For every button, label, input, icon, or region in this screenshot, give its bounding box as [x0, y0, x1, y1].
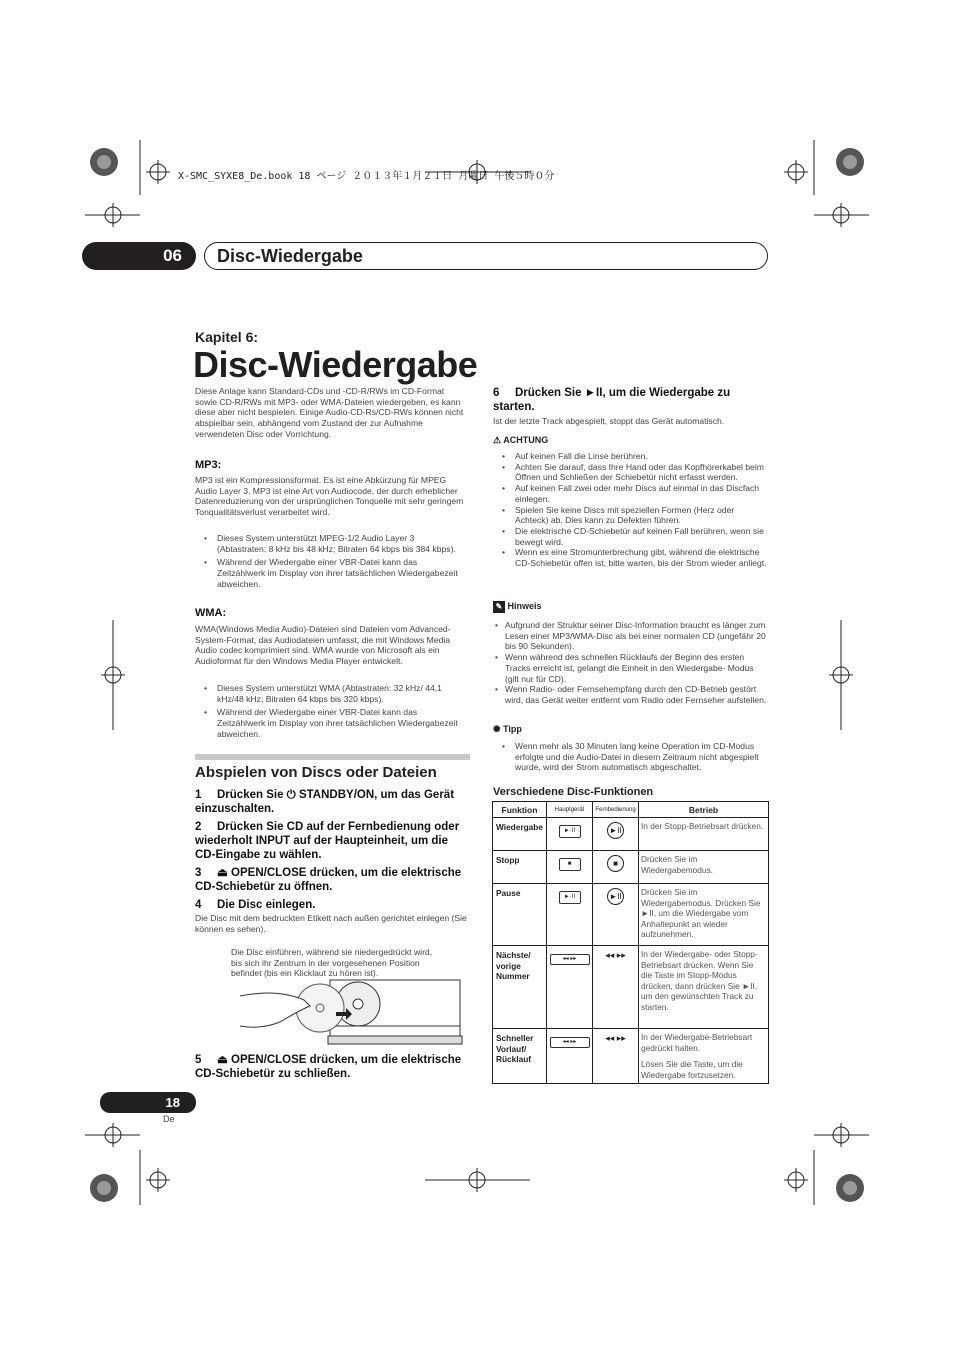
list-item: • Wenn es eine Stromunterbrechung gibt, während die elektrische CD-Schiebetür offen ist, bitte warten, bis der Strom wieder anliegt. [493, 547, 768, 568]
chapter-title: Disc-Wiedergabe [217, 246, 363, 266]
achtung-label: ACHTUNG [503, 435, 549, 445]
chapter-title-bar [204, 242, 768, 270]
chapter-number [82, 242, 196, 270]
wma-bullets [195, 683, 465, 740]
list-item: • Wenn während des schnellen Rücklaufs der Beginn des ersten Tracks erreicht ist, gelangt die Einheit in den Wiedergabe- Modus (gilt nur für CD). [495, 652, 767, 684]
disc-functions-table [492, 801, 769, 1084]
table-row: Nächste/ vorige Nummer ◂◂ ▸▸ ◂◂ ▸▸ In der Wiedergabe- oder Stopp-Betriebsart drücken. Wenn Sie die Taste im Stopp-Modus drücken, dann drücken Sie ►II, um den gewünschten Track zu starten. [493, 946, 769, 1029]
play-pause-icon: ►II [607, 822, 624, 839]
step-4: 4 Die Disc einlegen. [195, 899, 316, 911]
play-pause-icon: ►·II [559, 891, 581, 904]
note-icon: ✎ [493, 601, 505, 613]
search-remote-icon: ◂◂ ▸▸ [593, 1029, 639, 1084]
table-row: Stopp ■ ■ Drücken Sie im Wiedergabemodus. [493, 851, 769, 884]
stop-icon: ■ [559, 858, 581, 871]
page-title: Disc-Wiedergabe [193, 344, 478, 385]
header-funktion: Funktion [493, 802, 547, 818]
step-5: 5 ⏏ OPEN/CLOSE drücken, um die elektrische CD-Schiebetür zu schließen. [195, 1054, 462, 1080]
stop-icon: ■ [607, 855, 624, 872]
step-1: 1 Drücken Sie ⏻ STANDBY/ON, um das Gerät einzuschalten. [195, 789, 455, 815]
list-item: • Während der Wiedergabe einer VBR-Datei kann das Zeitzählwerk im Display von ihrer tatsächlichen Wiedergabezeit abweichen. [195, 707, 465, 739]
page-lang: De [163, 1114, 175, 1124]
list-item: • Dieses System unterstützt WMA (Abtastraten: 32 kHz/ 44,1 kHz/48 kHz; Bitraten 64 kbps bis 320 kbps). [195, 683, 465, 704]
step-2: 2 Drücken Sie CD auf der Fernbedienung oder wiederholt INPUT auf der Haupteinheit, um die CD-Eingabe zu wählen. [195, 821, 460, 861]
illustration-caption: Die Disc einführen, während sie niedergedrückt wird, bis sich ihr Zentrum in der vorgesehenen Position befindet (bis ein Klicklaut zu hören ist). [231, 947, 433, 979]
tip-icon: ✺ [493, 724, 501, 734]
skip-icon: ◂◂ ▸▸ [550, 954, 590, 965]
search-icon: ◂◂ ▸▸ [550, 1037, 590, 1048]
mp3-heading: MP3: [195, 459, 222, 471]
table-row: Schneller Vorlauf/ Rücklauf ◂◂ ▸▸ ◂◂ ▸▸ In der Wiedergabe-Betriebsart gedrückt halten. Lösen Sie die Taste, um die Wiedergabe fortzusetzen. [493, 1029, 769, 1084]
table-header-row [493, 802, 769, 818]
wma-text: WMA(Windows Media Audio)-Dateien sind Dateien vom Advanced-System-Format, das Audiodateien umfasst, die mit Windows Media Audio codec komprimiert sind. WMA wurde von Microsoft als ein Audioformat für den Windows Media Player entwickelt. [195, 624, 451, 667]
list-item: • Die elektrische CD-Schiebetür auf keinen Fall berühren, wenn sie bewegt wird. [493, 526, 768, 547]
wma-heading: WMA: [195, 607, 227, 619]
tipp-header [493, 724, 522, 735]
list-item: • Spielen Sie keine Discs mit speziellen Formen (Herz oder Achteck) ab. Dies kann zu Defekten führen. [493, 505, 768, 526]
play-pause-icon: ►II [607, 888, 624, 905]
step-3: 3 ⏏ OPEN/CLOSE drücken, um die elektrische CD-Schiebetür zu öffnen. [195, 867, 462, 893]
list-item: • Aufgrund der Struktur seiner Disc-Information braucht es länger zum Lesen einer MP3/WMA-Disc als bei einer normalen CD (ungefähr 20 bis 90 Sekunden). [495, 620, 767, 652]
section-rule [195, 754, 470, 760]
step-6: 6 Drücken Sie ►II, um die Wiedergabe zu starten. [493, 387, 731, 413]
disc-insert-illustration [240, 976, 465, 1048]
achtung-list [493, 451, 768, 569]
table-title: Verschiedene Disc-Funktionen [493, 786, 654, 798]
play-pause-icon: ►·II [559, 825, 581, 838]
chapter-number-text: 06 [163, 246, 182, 265]
hinweis-header [493, 601, 542, 613]
list-item: • Auf keinen Fall die Linse berühren. [493, 451, 768, 462]
hinweis-label: Hinweis [507, 601, 542, 611]
list-item: • Wenn mehr als 30 Minuten lang keine Operation im CD-Modus erfolgte und die Audio-Datei in diesem Zeitraum nicht abgespielt wurde, wird der Strom automatisch abgeschaltet. [493, 741, 768, 773]
mp3-bullets [195, 533, 465, 590]
hinweis-list [495, 620, 767, 706]
mp3-text: MP3 ist ein Kompressionsformat. Es ist eine Abkürzung für MPEG Audio Layer 3. MP3 ist eine Art von Audiocode, der durch erheblicher Datenreduzierung von der ursprünglichen Tonquelle mit sehr geringem Tonqualitätsverlust verarbeitet wird. [195, 475, 464, 518]
header-meta: X-SMC_SYXE8_De.book 18 ページ ２０１３年１月２１日 月曜日 午後５時０分 [178, 171, 555, 182]
tipp-label: Tipp [503, 724, 522, 734]
page-number: 18 [165, 1095, 180, 1110]
page-number-tab [100, 1092, 196, 1113]
header-fernbedienung: Fernbedienung [593, 802, 639, 818]
intro-text: Diese Anlage kann Standard-CDs und -CD-R/RWs im CD-Format sowie CD-R/RWs mit MP3- oder WMA-Dateien wiedergeben, es kann diese aber nicht bespielen. Einige Audio-CD-Rs/CD-RWs können nicht abspielbar sein, abhängend vom Zustand der zur Aufnahme verwendeten Disc oder Vorrichtung. [195, 386, 464, 439]
tipp-list [493, 741, 768, 773]
list-item: • Während der Wiedergabe einer VBR-Datei kann das Zeitzählwerk im Display von ihrer tatsächlichen Wiedergabezeit abweichen. [195, 557, 465, 589]
list-item: • Auf keinen Fall zwei oder mehr Discs auf einmal in das Discfach einlegen. [493, 483, 768, 504]
list-item: • Wenn Radio- oder Fernsehempfang durch den CD-Betrieb gestört wird, das Gerät weiter entfernt vom Radio oder Fernseher aufstellen. [495, 684, 767, 705]
list-item: • Achten Sie darauf, dass Ihre Hand oder das Kopfhörerkabel beim Öffnen und Schließen der Schiebetür nicht erfasst werden. [493, 462, 768, 483]
warning-icon: ⚠ [493, 435, 502, 445]
skip-remote-icon: ◂◂ ▸▸ [593, 946, 639, 1029]
section-heading: Abspielen von Discs oder Dateien [195, 764, 437, 781]
list-item: • Dieses System unterstützt MPEG-1/2 Audio Layer 3 (Abtastraten: 8 kHz bis 48 kHz; Bitraten 64 kbps bis 384 kbps). [195, 533, 465, 554]
header-betrieb: Betrieb [639, 802, 769, 818]
step-4-text: Die Disc mit dem bedruckten Etikett nach außen gerichtet einlegen (Sie können es sehen). [195, 913, 467, 934]
table-row: Wiedergabe ►·II ►II In der Stopp-Betriebsart drücken. [493, 818, 769, 851]
kapitel-label: Kapitel 6: [195, 329, 259, 345]
header-hauptgeraet: Hauptgerät [547, 802, 593, 818]
step-6-text: Ist der letzte Track abgespielt, stoppt das Gerät automatisch. [493, 416, 725, 426]
table-row: Pause ►·II ►II Drücken Sie im Wiedergabemodus. Drücken Sie ►II, um die Wiedergabe vom Anhaltepunkt an wieder aufzunehmen. [493, 884, 769, 946]
achtung-header [493, 435, 548, 446]
